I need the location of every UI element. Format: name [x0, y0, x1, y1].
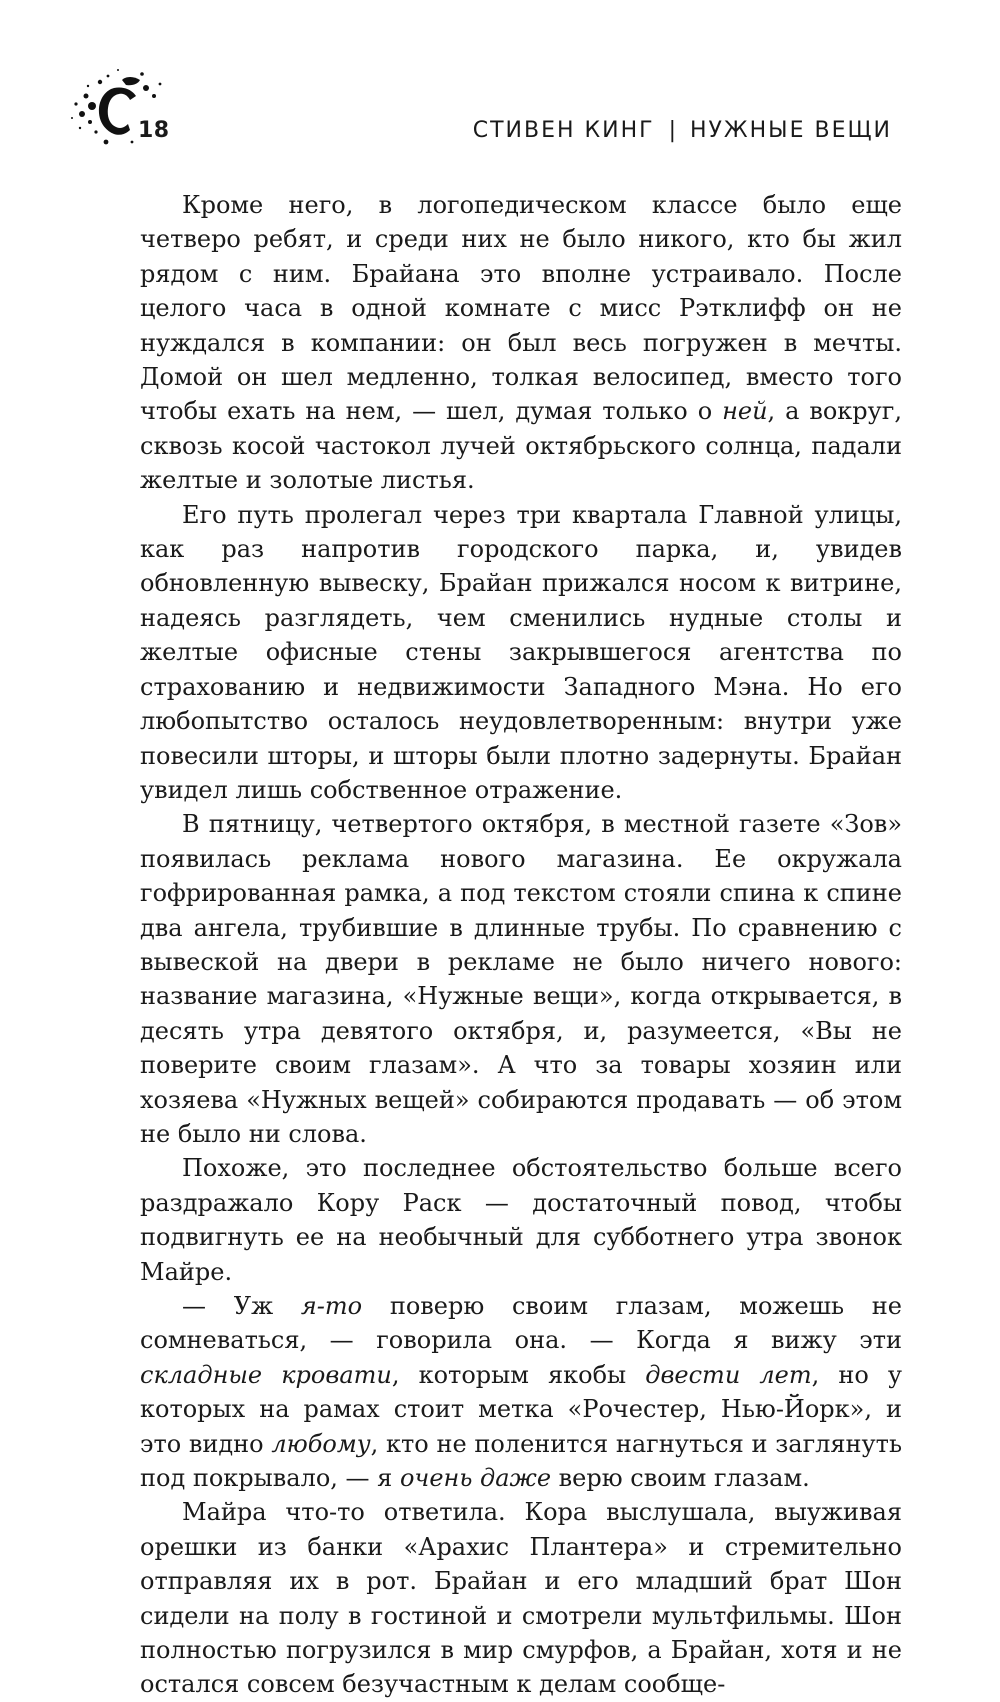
text-run: Похоже, это последнее обстоятельство больше всего раздражало Кору Раск — достаточный повод, чтобы подвигнуть ее на необычный для субботнего утра звонок Майре.: [140, 1154, 902, 1286]
paragraph: [140, 1151, 902, 1289]
text-run: , которым якобы: [391, 1360, 646, 1389]
running-head-author: СТИВЕН КИНГ: [472, 118, 655, 143]
emphasis-text: ней: [722, 397, 768, 426]
page-header: [0, 0, 1000, 170]
text-run: Майра что-то ответила. Кора выслушала, выуживая орешки из банки «Арахис Плантера» и стремительно отправляя их в рот. Брайан и его младший брат Шон сидели на полу в гостиной и смотрели мультфильмы. Шон полностью погрузился в мир смурфов, а Брайан, хотя и не остался совсем безучастным к делам сообще-: [140, 1498, 902, 1699]
emphasis-text: любому: [271, 1429, 371, 1458]
paragraph: [140, 1495, 902, 1701]
paragraph: [140, 188, 902, 498]
emphasis-text: очень даже: [399, 1464, 552, 1493]
paragraph: [140, 807, 902, 1151]
emphasis-text: я-то: [300, 1292, 363, 1320]
ink-blot-logo: [62, 66, 172, 158]
text-run: поверю своим глазам, можешь не сомневаться, — говорила она. — Когда я вижу эти: [140, 1292, 902, 1355]
text-run: — Уж: [182, 1292, 301, 1320]
text-run: В пятницу, четвертого октября, в местной газете «Зов» появилась реклама нового магазина. Ее окружала гофрированная рамка, а под текстом стояли спина к спине два ангела, трубившие в длинные трубы. По сравнению с вывеской на двери в рекламе не было ничего нового: название магазина, «Нужные вещи», когда открывается, в десять утра девятого октября, и, разумеется, «Вы не поверите своим глазам». А что за товары хозяин или хозяева «Нужных вещей» собираются продавать — об этом не было ни слова.: [140, 810, 902, 1148]
text-run: Его путь пролегал через три квартала Главной улицы, как раз напротив городского парка, и, увидев обновленную вывеску, Брайан прижался носом к витрине, надеясь разглядеть, чем сменились нудные столы и желтые офисные стены закрывшегося агентства по страхованию и недвижимости Западного Мэна. Но его любопытство осталось неудовлетворенным: внутри уже повесили шторы, и шторы были плотно задернуты. Брайан увидел лишь собственное отражение.: [140, 500, 902, 804]
running-head-title: НУЖНЫЕ ВЕЩИ: [689, 118, 892, 143]
emphasis-text: двести лет: [645, 1360, 812, 1389]
emphasis-text: складные кровати: [140, 1360, 392, 1389]
running-head: [473, 118, 892, 143]
paragraph: [140, 1289, 902, 1495]
text-run: , кто не поленится нагнуться и заглянуть под покрывало, — я: [140, 1429, 903, 1493]
text-run: Кроме него, в логопедическом классе было еще четверо ребят, и среди них не было никого, кто бы жил рядом с ним. Брайана это вполне устраивало. После целого часа в одной комнате с мисс Рэтклифф он не нуждался в компании: он был весь погружен в мечты. Домой он шел медленно, толкая велосипед, вместо того чтобы ехать на нем, — шел, думая только о: [140, 191, 902, 426]
text-run: , а вокруг, сквозь косой частокол лучей октябрьского солнца, падали желтые и золотые листья.: [140, 397, 902, 495]
page-number: 18: [138, 118, 170, 143]
body-text: [140, 188, 902, 1702]
running-head-separator: |: [668, 118, 676, 143]
text-run: верю своим глазам.: [551, 1464, 810, 1493]
text-run: , но у которых на рамах стоит метка «Рочестер, Нью-Йорк», и это видно: [140, 1360, 902, 1458]
paragraph: [140, 498, 902, 808]
